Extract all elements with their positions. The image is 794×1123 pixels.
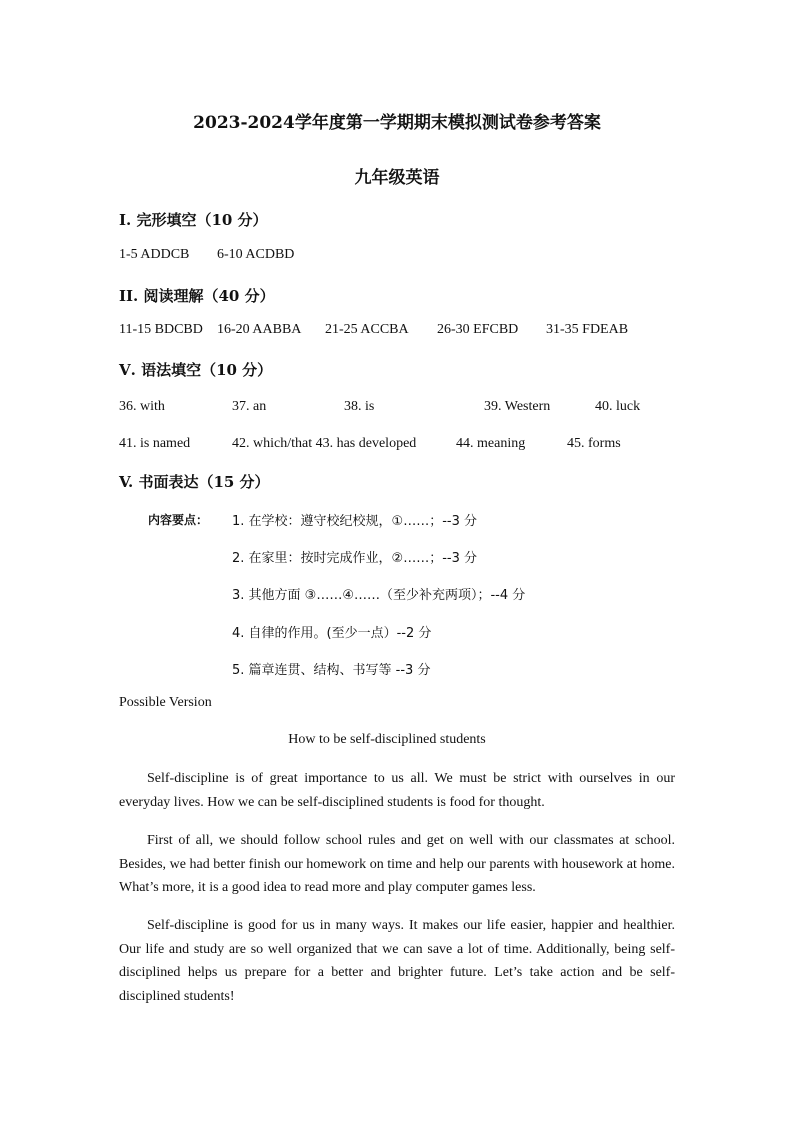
content-point: 5. 篇章连贯、结构、书写等 --3 分 (232, 663, 431, 678)
answer-item: 41. is named (119, 436, 191, 451)
content-point: 1. 在学校：遵守校纪校规，①……；--3 分 (232, 514, 477, 529)
section-3-heading: Ⅴ. 语法填空（10 分） (119, 361, 273, 379)
answer-item: 42. which/that 43. has developed (232, 436, 417, 451)
answer-group: 1-5 ADDCB (119, 247, 190, 262)
answer-item: 45. forms (567, 436, 621, 451)
page-title: 2023-2024学年度第一学期期末模拟测试卷参考答案 (193, 113, 601, 133)
answer-group: 26-30 EFCBD (437, 322, 519, 337)
answer-item: 37. an (232, 399, 267, 414)
section-4-heading: V. 书面表达（15 分） (119, 473, 270, 491)
possible-version-label: Possible Version (119, 695, 212, 710)
essay-title: How to be self-disciplined students (288, 732, 486, 747)
section-2-heading: II. 阅读理解（40 分） (119, 287, 275, 305)
answer-group: 21-25 ACCBA (325, 322, 409, 337)
answer-group: 11-15 BDCBD (119, 322, 203, 337)
answer-group: 31-35 FDEAB (546, 322, 629, 337)
answer-item: 36. with (119, 399, 165, 414)
content-point: 2. 在家里：按时完成作业，②……；--3 分 (232, 551, 477, 566)
answer-group: 16-20 AABBA (217, 322, 302, 337)
essay-paragraph: First of all, we should follow school rules and get on well with our classmates at school. Besides, we had better finish our homework on time and help our parents with housework at home. What’s more, it is a good idea to read more and play computer games less. (119, 833, 675, 895)
page-subtitle: 九年级英语 (354, 168, 440, 188)
answer-item: 39. Western (484, 399, 551, 414)
essay-paragraph: Self-discipline is of great importance to us all. We must be strict with ourselves in our everyday lives. How we can be self-disciplined students is food for thought. (119, 771, 675, 810)
content-point: 4. 自律的作用。(至少一点）--2 分 (232, 626, 432, 641)
essay-paragraph: Self-discipline is good for us in many ways. It makes our life easier, happier and healthier. Our life and study are so well organized that we can save a lot of time. Additionally, being self-disciplined helps us prepare for a better and brighter future. Let’s take action and be self-disciplined students! (119, 918, 675, 1004)
answer-group: 6-10 ACDBD (217, 247, 295, 262)
content-point: 3. 其他方面 ③……④……（至少补充两项）；--4 分 (232, 588, 526, 603)
answer-item: 38. is (344, 399, 375, 414)
section-1-heading: I. 完形填空（10 分） (119, 211, 268, 229)
answer-item: 40. luck (595, 399, 641, 414)
content-points-label: 内容要点： (148, 513, 209, 527)
answer-item: 44. meaning (456, 436, 526, 451)
